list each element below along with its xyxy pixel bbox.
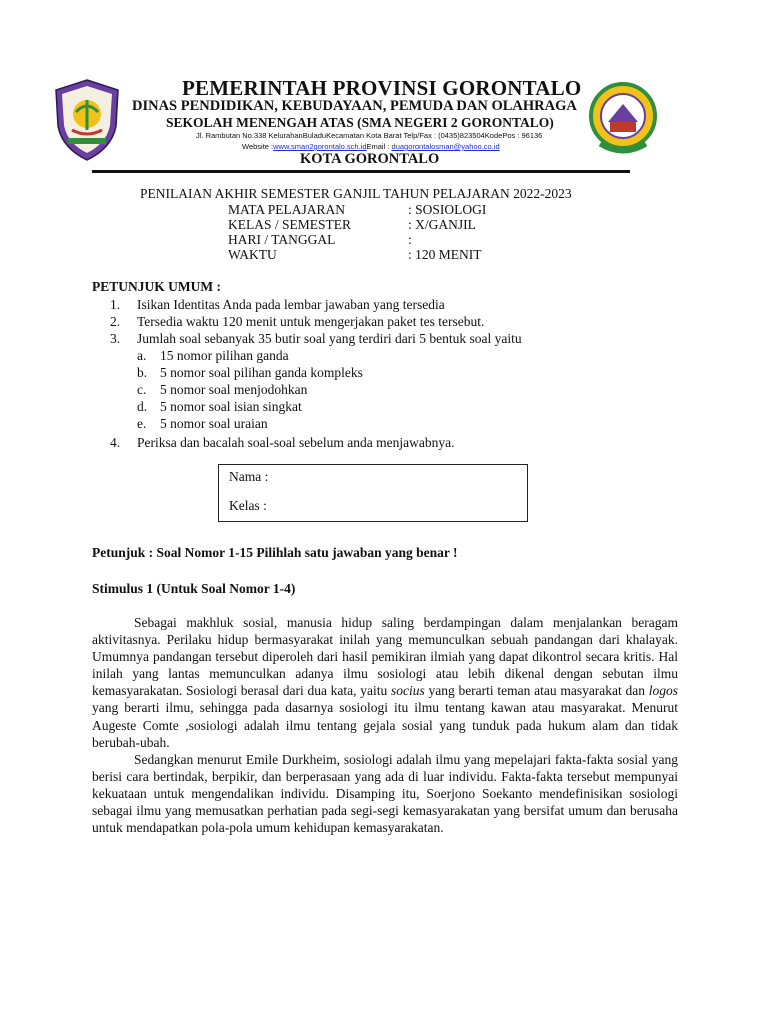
item-number: 3. (110, 331, 121, 346)
paragraph-text: yang berarti teman atau masyarakat dan (424, 683, 649, 699)
subitem-text: 5 nomor soal isian singkat (160, 399, 302, 414)
multiple-choice-instruction: Petunjuk : Soal Nomor 1-15 Pilihlah satu jawaban yang benar ! (92, 545, 458, 560)
subitem-text: 5 nomor soal uraian (160, 416, 268, 431)
item-number: 1. (110, 297, 121, 312)
term-socius: socius (391, 683, 425, 699)
paragraph-text: yang berarti ilmu, sehingga pada dasarnya sosiologi itu ilmu tentang kawan atau masyarakat. Menurut Augeste Comte ,sosiologi adalah ilmu tentang gejala sosial yang tunduk pada hukum alam dan tidak berubah-ubah. (92, 700, 678, 750)
meta-key: HARI / TANGGAL (228, 232, 336, 247)
meta-value: : SOSIOLOGI (408, 202, 487, 217)
website-label: Website : (242, 142, 274, 151)
item-text: Periksa dan bacalah soal-soal sebelum anda menjawabnya. (137, 435, 455, 450)
letterhead-divider (92, 170, 630, 173)
stimulus-paragraph-1 (92, 614, 678, 751)
student-identity-box[interactable] (218, 464, 528, 522)
school-emblem-icon (588, 78, 658, 162)
website-link[interactable]: www.sman2gorontalo.sch.id (273, 142, 367, 151)
subitem-letter: e. (137, 416, 147, 431)
item-number: 4. (110, 435, 121, 450)
province-coat-of-arms-icon (52, 78, 122, 162)
meta-key: MATA PELAJARAN (228, 202, 346, 217)
item-text: Jumlah soal sebanyak 35 butir soal yang terdiri dari 5 bentuk soal yaitu (137, 331, 522, 346)
subitem-letter: c. (137, 382, 147, 397)
item-number: 2. (110, 314, 121, 329)
subitem-letter: a. (137, 348, 147, 363)
subitem-text: 5 nomor soal menjodohkan (160, 382, 308, 397)
email-label: Email : (366, 142, 392, 151)
letterhead-city: KOTA GORONTALO (300, 151, 440, 167)
meta-key: KELAS / SEMESTER (228, 217, 352, 232)
subitem-letter: d. (137, 399, 148, 414)
letterhead-school: SEKOLAH MENENGAH ATAS (SMA NEGERI 2 GORONTALO) (166, 115, 554, 130)
meta-key: WAKTU (228, 247, 277, 262)
email-link[interactable]: duagorontalosman@yahoo.co.id (391, 142, 500, 151)
letterhead-department: DINAS PENDIDIKAN, KEBUDAYAAN, PEMUDA DAN OLAHRAGA (132, 98, 577, 114)
meta-value: : X/GANJIL (408, 217, 476, 232)
letterhead-contact (242, 142, 500, 151)
subitem-letter: b. (137, 365, 148, 380)
letterhead-title: PEMERINTAH PROVINSI GORONTALO (182, 76, 582, 100)
stimulus-paragraph-2: Sedangkan menurut Emile Durkheim, sosiologi adalah ilmu yang mepelajari fakta-fakta sosial yang berisi cara bertindak, berpikir, dan berperasaan yang ada di luar individu. Fakta-fakta tersebut mempunyai kekuataan untuk mengendalikan individu. Disamping itu, Soerjono Soekanto mendefinisikan sosiologi sebagai ilmu yang memusatkan perhatian pada segi-segi kemasyarakatan yang bersifat umum dan berusaha untuk mendapatkan pola-pola umum kehidupan kemasyarakatan. (92, 752, 678, 836)
item-text: Tersedia waktu 120 menit untuk mengerjakan paket tes tersebut. (137, 314, 485, 329)
term-logos: logos (648, 683, 679, 699)
letterhead-address: Jl. Rambutan No.338 KelurahanBuladuKecamatan Kota Barat Telp/Fax : (0435)823504KodePos : 96136 (196, 131, 543, 140)
name-label: Nama : (229, 469, 269, 484)
item-text: Isikan Identitas Anda pada lembar jawaban yang tersedia (137, 297, 445, 312)
general-instructions-heading: PETUNJUK UMUM : (92, 279, 221, 294)
meta-value: : (408, 232, 412, 247)
class-label: Kelas : (229, 498, 267, 513)
subitem-text: 5 nomor soal pilihan ganda kompleks (160, 365, 363, 380)
subitem-text: 15 nomor pilihan ganda (160, 348, 289, 363)
exam-title: PENILAIAN AKHIR SEMESTER GANJIL TAHUN PELAJARAN 2022-2023 (140, 186, 572, 201)
stimulus-heading: Stimulus 1 (Untuk Soal Nomor 1-4) (92, 581, 296, 596)
meta-value: : 120 MENIT (408, 247, 482, 262)
letterhead (0, 0, 768, 180)
paragraph-text: Sebagai makhluk sosial, manusia hidup saling berdampingan dalam menjalankan beragam aktivitasnya. Perilaku hidup bermasyarakat inilah yang memunculkan sebuah pandangan dari khalayak. Umumnya pandangan tersebut diperoleh dari hasil pemikiran ilmiah yang dapat dikontrol secara kritis. Hal inilah yang lantas memunculkan adanya ilmu sosiologi atau lebih dikenal dengan sebutan ilmu kemasyarakatan. Sosiologi berasal dari dua kata, yaitu (92, 615, 678, 699)
